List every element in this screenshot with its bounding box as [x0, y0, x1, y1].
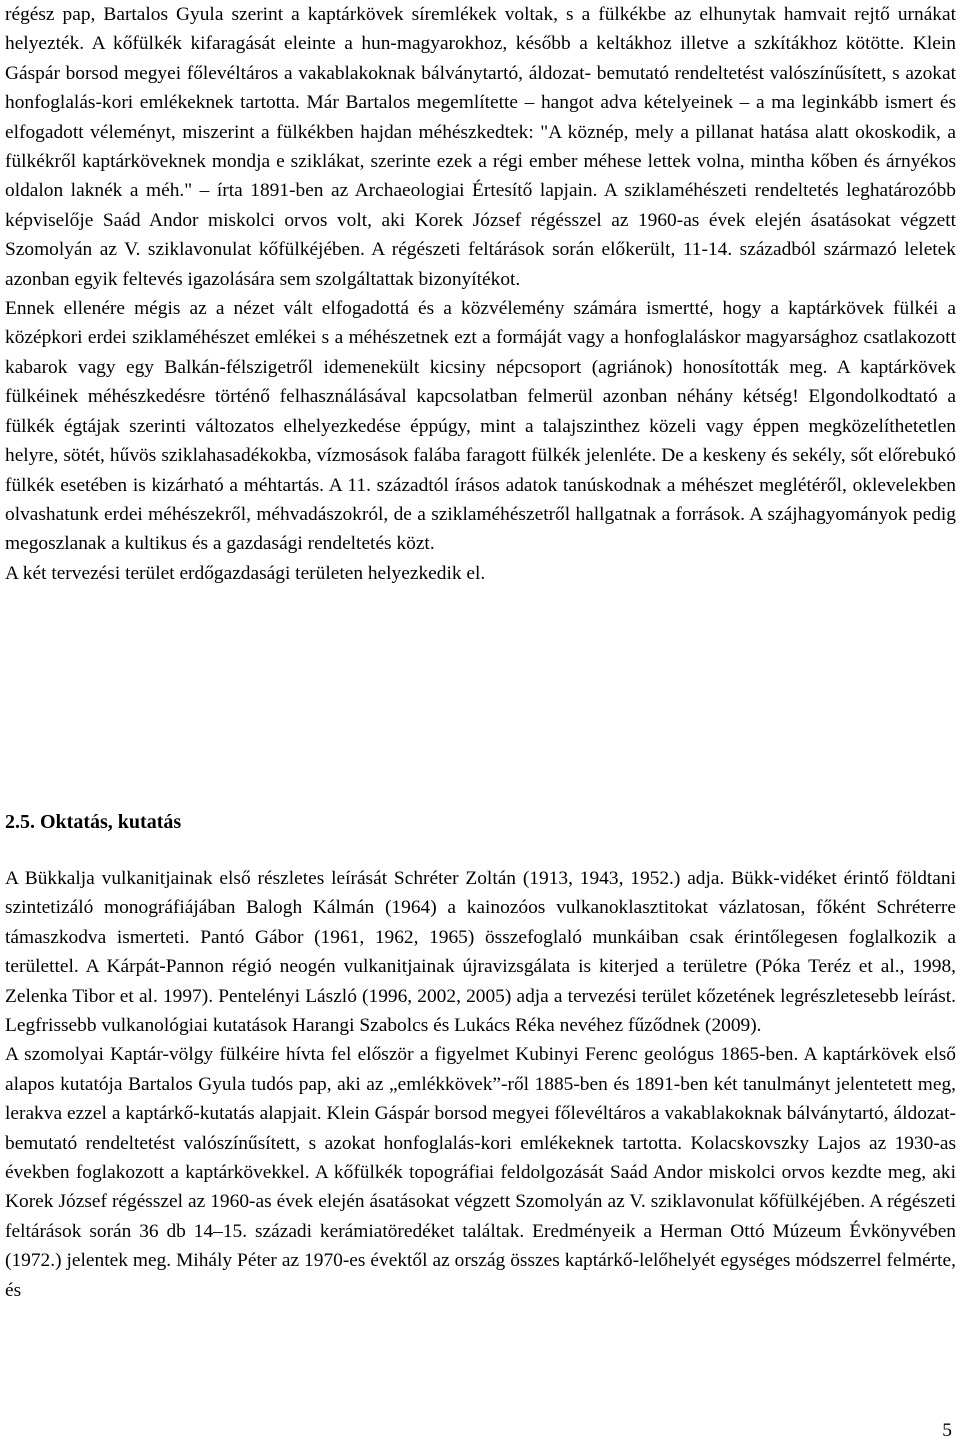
body-text-section [5, 864, 956, 1305]
paragraph: A szomolyai Kaptár-völgy fülkéire hívta fel először a figyelmet Kubinyi Ferenc geológus 1865-ben. A kaptárkövek első alapos kutatója Bartalos Gyula tudós pap, aki az „emlékkövek”-ről 1885-ben és 1891-ben két tanulmányt jelentetett meg, lerakva ezzel a kaptárkő-kutatás alapjait. Klein Gáspár borsod megyei főlevéltáros a vakablakoknak bálványtartó, áldozat- bemutató rendeltetést valószínűsített, s azokat honfoglalás-kori emlékeknek tartotta. Kolacskovszky Lajos az 1930-as években foglakozott a kaptárkövekkel. A kőfülkék topográfiai feldolgozását Saád Andor miskolci orvos kezdte meg, aki Korek József régésszel az 1960-as évek elején ásatásokat végzett Szomolyán az V. sziklavonulat kőfülkéjében. A régészeti feltárások során 36 db 14–15. századi kerámiatöredéket találtak. Eredményeik a Herman Ottó Múzeum Évkönyvében (1972.) jelentek meg. Mihály Péter az 1970-es évektől az ország összes kaptárkő-lelőhelyét egységes módszerrel felmérte, és [5, 1044, 956, 1301]
paragraph: régész pap, Bartalos Gyula szerint a kaptárkövek síremlékek voltak, s a fülkékbe az elhunytak hamvait rejtő urnákat helyezték. A kőfülkék kifaragását eleinte a hun-magyarokhoz, később a keltákhoz illetve a szkítákhoz kötötte. Klein Gáspár borsod megyei főlevéltáros a vakablakoknak bálványtartó, áldozat- bemutató rendeltetést valószínűsített, s azokat honfoglalás-kori emlékeknek tartotta. Már Bartalos megemlítette – hangot adva kételyeinek – a ma leginkább ismert és elfogadott véleményt, miszerint a fülkékben hajdan méhészkedtek: "A köznép, mely a pillanat hatása alatt okoskodik, a fülkékről kaptárköveknek mondja e sziklákat, szerinte ezek a régi ember méhese lettek volna, mintha kőben és árnyékos oldalon laknék a méh." – írta 1891-ben az Archaeologiai Értesítő lapjain. A sziklaméhészeti rendeltetés leghatározóbb képviselője Saád Andor miskolci orvos volt, aki Korek József régésszel az 1960-as évek elején ásatásokat végzett Szomolyán az V. sziklavonulat kőfülkéjében. A régészeti feltárások során előkerült, 11-14. századból származó leletek azonban egyik feltevés igazolására sem szolgáltattak bizonyítékot. [5, 4, 956, 290]
section-heading: 2.5. Oktatás, kutatás [5, 811, 182, 833]
paragraph: Ennek ellenére mégis az a nézet vált elfogadottá és a közvélemény számára ismertté, hogy a kaptárkövek fülkéi a középkori erdei sziklaméhészet emlékei s a méhészetnek ezt a formáját vagy a honfoglaláskor magyarsághoz csatlakozott kabarok vagy egy Balkán-félszigetről idemenekült kicsiny népcsoport (agriánok) honosították meg. A kaptárkövek fülkéinek méhészkedésre történő felhasználásával kapcsolatban felmerül azonban néhány kétség! Elgondolkodtató a fülkék égtájak szerinti változatos elhelyezkedése éppúgy, mint a talajszinthez közeli vagy éppen megközelíthetetlen helyre, sötét, hűvös sziklahasadékokba, vízmosások falába faragott fülkék jelenléte. De a keskeny és sekély, sőt előrebukó fülkék esetében is kizárható a méhtartás. A 11. századtól írásos adatok tanúskodnak a méhészet meglétéről, oklevelekben olvashatunk erdei méhészekről, méhvadászokról, de a sziklaméhészetről hallgatnak a források. A szájhagyományok pedig megoszlanak a kultikus és a gazdasági rendeltetés közt. [5, 298, 956, 555]
paragraph: A Bükkalja vulkanitjainak első részletes leírását Schréter Zoltán (1913, 1943, 1952.) adja. Bükk-vidéket érintő földtani szintetizáló monográfiájában Balogh Kálmán (1964) a kainozóos vulkanoklasztitokat vázlatosan, főként Schréterre támaszkodva ismerteti. Pantó Gábor (1961, 1962, 1965) összefoglaló munkáiban csak érintőlegesen foglalkozik a területtel. A Kárpát-Pannon régió neogén vulkanitjainak újravizsgálata is kiterjed a területre (Póka Teréz et al., 1998, Zelenka Tibor et al. 1997). Pentelényi László (1996, 2002, 2005) adja a tervezési terület kőzetének legrészletesebb leírást. Legfrissebb vulkanológiai kutatások Harangi Szabolcs és Lukács Réka nevéhez fűződnek (2009). [5, 868, 956, 1037]
paragraph: A két tervezési terület erdőgazdasági területen helyezkedik el. [5, 562, 486, 584]
body-text-top [5, 0, 956, 588]
page-number: 5 [942, 1420, 952, 1441]
